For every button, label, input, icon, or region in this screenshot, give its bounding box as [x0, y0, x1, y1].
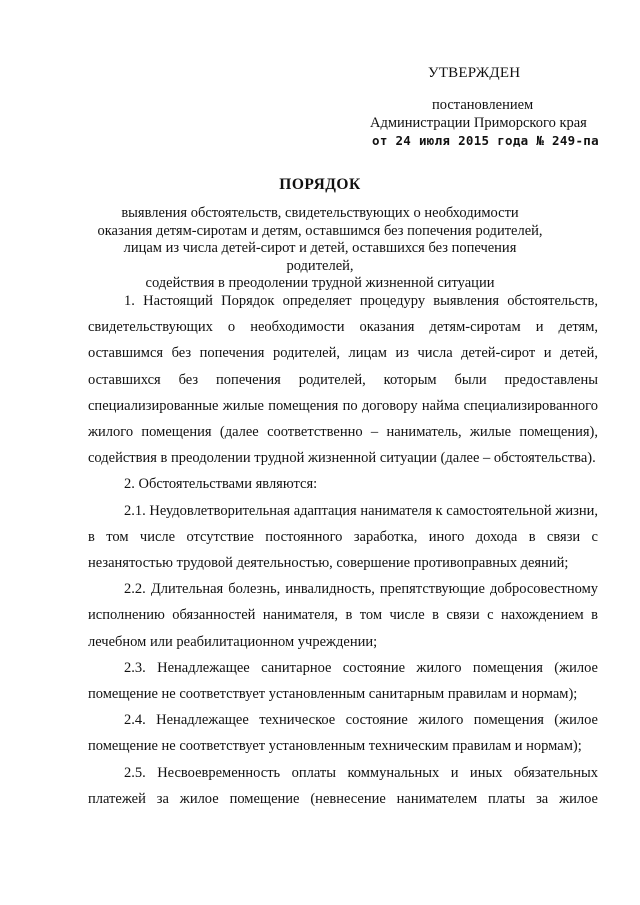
paragraph-1: 1. Настоящий Порядок определяет процедуру выявления обстоятельств, свидетельствующих о необходимости оказания детям-сиротам и детям, оставшимся без попечения родителей, лицам из числа детей-сирот и детей, оставшихся без попечения родителей, которым были предоставлены специализированные жилые помещения по договору найма специализированного жилого помещения (далее соответственно – наниматель, жилые помещения), содействия в преодолении трудной жизненной ситуации (далее – обстоятельства). — [88, 293, 598, 467]
subtitle-line: содействия в преодолении трудной жизненной ситуации — [145, 275, 495, 291]
paragraph-2-4: 2.4. Ненадлежащее техническое состояние жилого помещения (жилое помещение не соответствует установленным техническим правилам и нормам); — [88, 712, 598, 755]
approval-stamp — [360, 64, 620, 150]
paragraph-2-1: 2.1. Неудовлетворительная адаптация нанимателя к самостоятельной жизни, в том числе отсутствие постоянного заработка, иного дохода в связи с незанятостью трудовой деятельностью, совершение противоправных деяний; — [88, 502, 598, 572]
administration-name: Администрации Приморского края — [370, 115, 587, 131]
decree-date-number: от 24 июля 2015 года № 249-па — [372, 133, 599, 148]
paragraph-2-3: 2.3. Ненадлежащее санитарное состояние жилого помещения (жилое помещение не соответствует установленным санитарным правилам и нормам); — [88, 659, 598, 703]
paragraph-2-5: 2.5. Несвоевременность оплаты коммунальных и иных обязательных платежей за жилое помещение (невнесение нанимателем платы за жилое — [88, 764, 598, 807]
decree-label: постановлением — [432, 97, 534, 113]
document-subtitle — [90, 205, 550, 293]
paragraph-2-2: 2.2. Длительная болезнь, инвалидность, препятствующие добросовестному исполнению обязанностей нанимателя, в том числе в связи с нахождением в лечебном или реабилитационном учреждении; — [88, 581, 598, 650]
subtitle-line: выявления обстоятельств, свидетельствующих о необходимости — [121, 205, 519, 221]
paragraph-2: 2. Обстоятельствами являются: — [124, 476, 318, 493]
subtitle-line: лицам из числа детей-сирот и детей, оставшихся без попечения родителей, — [123, 240, 517, 274]
approved-label: УТВЕРЖДЕН — [428, 65, 521, 81]
subtitle-line: оказания детям-сиротам и детям, оставшимся без попечения родителей, — [97, 222, 543, 239]
document-title: ПОРЯДОК — [279, 176, 361, 193]
document-body — [88, 288, 598, 812]
